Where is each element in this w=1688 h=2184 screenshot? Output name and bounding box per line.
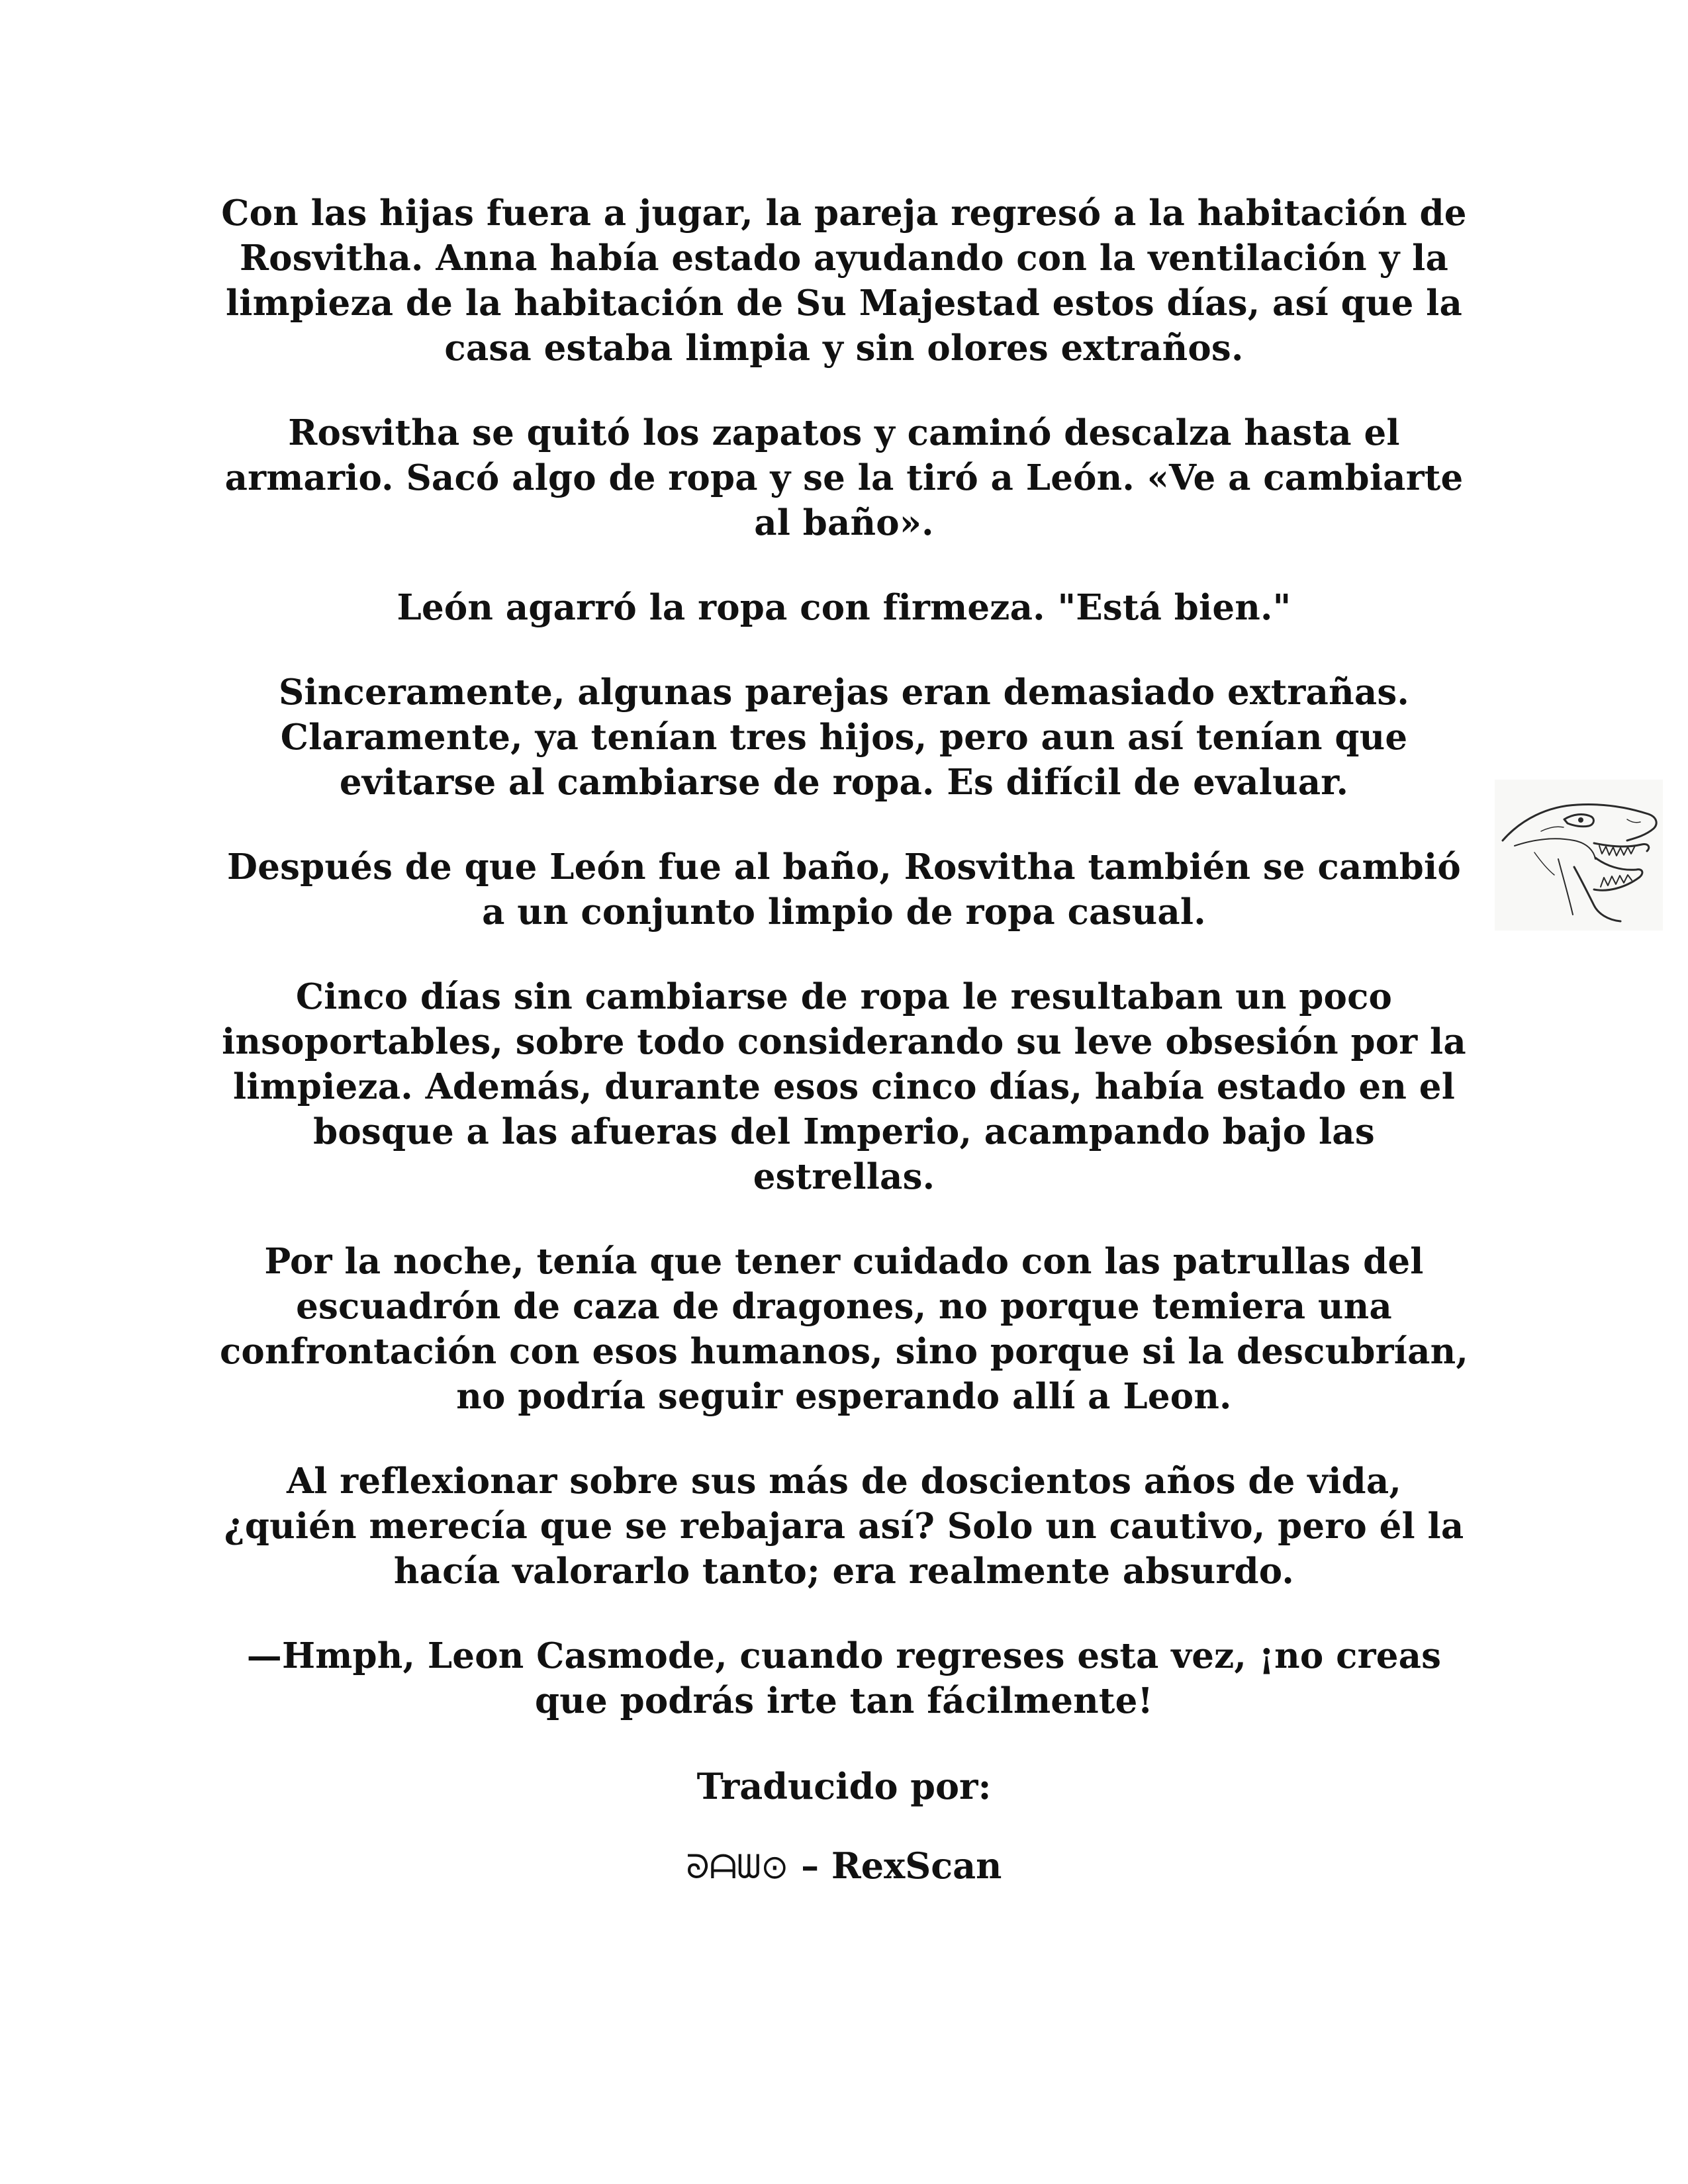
t-rex-head-sketch-icon: [1495, 780, 1663, 931]
translator-symbol: ᘐᗩᗯ⊙: [686, 1848, 789, 1886]
paragraph-6: Cinco días sin cambiarse de ropa le resultaban un poco insoportables, sobre todo considerando su leve obsesión por la limpieza. Además, durante esos cinco días, había estado en el bosque a las afueras del Imperio, acampando bajo las estrellas.: [222, 976, 1466, 1197]
paragraph-9: —Hmph, Leon Casmode, cuando regreses esta vez, ¡no creas que podrás irte tan fácilmente!: [246, 1635, 1442, 1721]
paragraph-5: Después de que León fue al baño, Rosvitha también se cambió a un conjunto limpio de ropa casual.: [227, 846, 1461, 933]
paragraph-2: Rosvitha se quitó los zapatos y caminó descalza hasta el armario. Sacó algo de ropa y se la tiró a León. «Ve a cambiarte al baño».: [224, 412, 1464, 543]
paragraph-3: León agarró la ropa con firmeza. "Está bien.": [397, 587, 1291, 628]
paragraph-4: Sinceramente, algunas parejas eran demasiado extrañas. Claramente, ya tenían tres hijos, pero aun así tenían que evitarse al cambiarse de ropa. Es difícil de evaluar.: [278, 672, 1410, 803]
body-text: [218, 191, 1470, 1890]
credits-separator: –: [801, 1844, 820, 1887]
paragraph-1: Con las hijas fuera a jugar, la pareja regresó a la habitación de Rosvitha. Anna había estado ayudando con la ventilación y la limpieza de la habitación de Su Majestad estos días, así que la casa estaba limpia y sin olores extraños.: [221, 193, 1467, 369]
credits-line: [218, 1843, 1470, 1890]
paragraph-8: Al reflexionar sobre sus más de doscientos años de vida, ¿quién merecía que se rebajara así? Solo un cautivo, pero él la hacía valorarlo tanto; era realmente absurdo.: [224, 1461, 1464, 1592]
paragraph-7: Por la noche, tenía que tener cuidado con las patrullas del escuadrón de caza de dragones, no porque temiera una confrontación con esos humanos, sino porque si la descubrían, no podría seguir esperando allí a Leon.: [219, 1241, 1469, 1417]
credits-heading: Traducido por:: [696, 1765, 992, 1807]
group-name: RexScan: [831, 1844, 1002, 1887]
